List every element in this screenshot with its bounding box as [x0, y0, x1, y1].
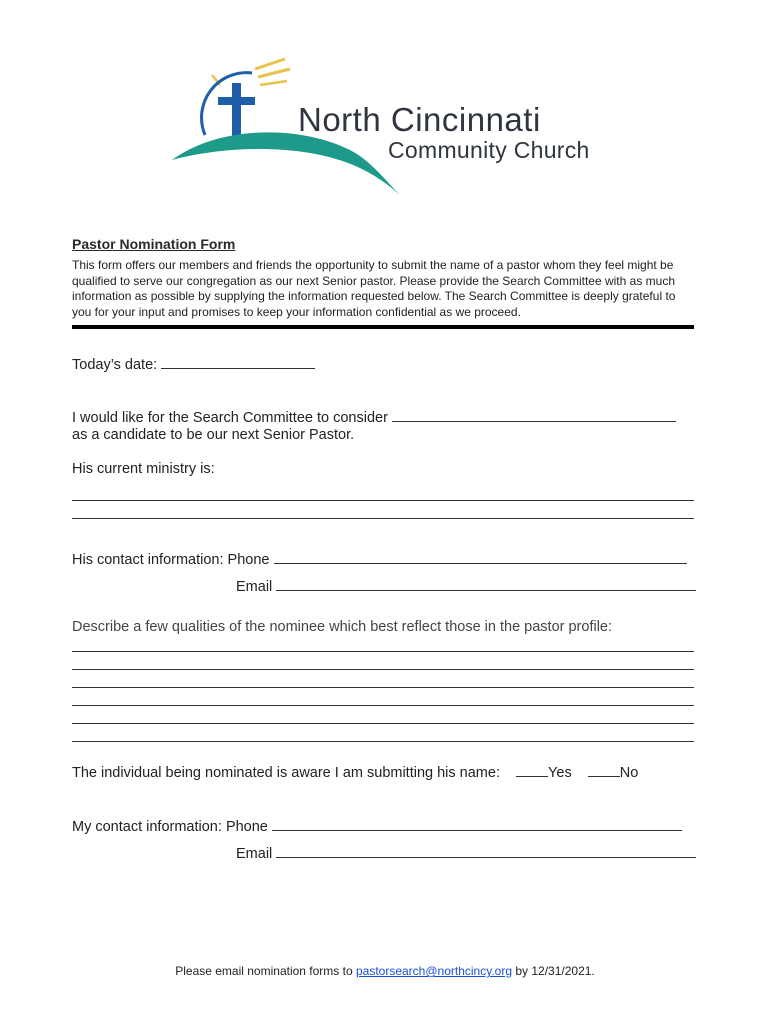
my-email-label: Email — [236, 846, 273, 862]
aware-row — [72, 762, 638, 781]
his-phone-field[interactable] — [274, 549, 687, 564]
consider-row — [72, 407, 676, 426]
todays-date-label: Today’s date: — [72, 357, 158, 373]
my-email-field[interactable] — [276, 843, 696, 858]
consider-line2: as a candidate to be our next Senior Pastor. — [72, 427, 355, 443]
current-ministry-field-2[interactable] — [72, 518, 694, 519]
aware-yes-label: Yes — [548, 765, 572, 781]
my-contact-row — [72, 816, 682, 835]
my-phone-label: Phone — [225, 819, 268, 835]
todays-date-field[interactable] — [161, 354, 315, 369]
logo-name-line1: North Cincinnati — [298, 101, 541, 138]
his-contact-row — [72, 549, 687, 568]
qualities-field-5[interactable] — [72, 723, 694, 724]
footer-note — [0, 964, 770, 978]
qualities-field-6[interactable] — [72, 741, 694, 742]
qualities-field-3[interactable] — [72, 687, 694, 688]
qualities-field-1[interactable] — [72, 651, 694, 652]
current-ministry-label: His current ministry is: — [72, 461, 215, 477]
current-ministry-field-1[interactable] — [72, 500, 694, 501]
footer-prefix: Please email nomination forms to — [175, 964, 353, 978]
aware-no-label: No — [619, 765, 639, 781]
form-intro: This form offers our members and friends the opportunity to submit the name of a pastor whom they feel might be qualified to serve our congregation as our next Senior pastor. Please provide the Search Committee with as much information as possible by supplying the information requested below. The Search Committee is deeply grateful to you for your input and promises to keep your information confidential as we proceed. — [72, 258, 676, 319]
todays-date-row — [72, 354, 315, 373]
my-phone-field[interactable] — [272, 816, 682, 831]
aware-label: The individual being nominated is aware I am submitting his name: — [72, 765, 500, 781]
aware-yes-field[interactable] — [516, 762, 548, 777]
divider — [72, 325, 694, 329]
his-contact-label: His contact information: — [72, 552, 224, 568]
my-email-row — [236, 843, 696, 862]
qualities-label: Describe a few qualities of the nominee which best reflect those in the pastor profile: — [72, 619, 613, 635]
his-phone-label: Phone — [227, 552, 270, 568]
church-logo — [160, 55, 610, 205]
aware-no-field[interactable] — [588, 762, 620, 777]
my-contact-label: My contact information: — [72, 819, 222, 835]
footer-email-link[interactable]: pastorsearch@northcincy.org — [355, 964, 513, 978]
nominee-name-field[interactable] — [392, 407, 676, 422]
his-email-label: Email — [236, 579, 273, 595]
form-title: Pastor Nomination Form — [72, 236, 236, 252]
footer-suffix: by 12/31/2021. — [515, 964, 595, 978]
consider-label: I would like for the Search Committee to consider — [72, 410, 388, 426]
his-email-field[interactable] — [276, 576, 696, 591]
qualities-field-2[interactable] — [72, 669, 694, 670]
logo-name-line2: Community Church — [388, 137, 590, 163]
his-email-row — [236, 576, 696, 595]
qualities-field-4[interactable] — [72, 705, 694, 706]
